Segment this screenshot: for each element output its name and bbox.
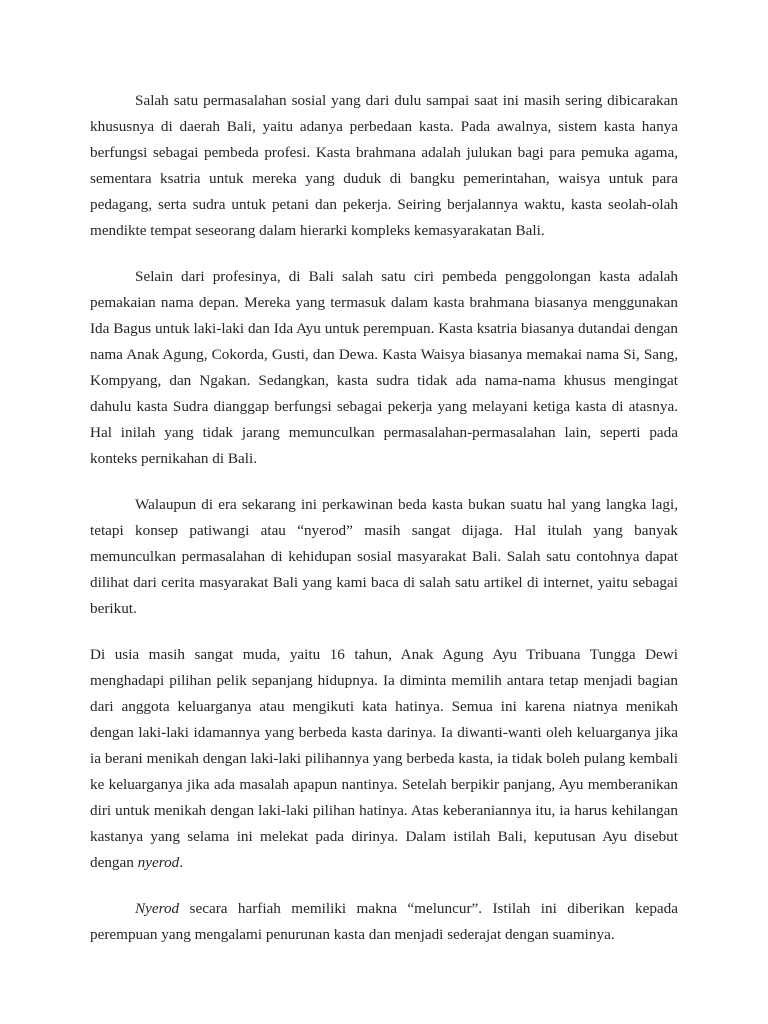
paragraph-story-text: Di usia masih sangat muda, yaitu 16 tahun, Anak Agung Ayu Tribuana Tungga Dewi menghadapi pilihan pelik sepanjang hidupnya. Ia diminta memilih antara tetap menjadi bagian dari anggota keluarganya atau mengikuti kata hatinya. Semua ini karena niatnya menikah dengan laki-laki idamannya yang berbeda kasta darinya. Ia diwanti-wanti oleh keluarganya jika ia berani menikah dengan laki-laki pilihannya yang berbeda kasta, ia tidak boleh pulang kembali ke keluarganya jika ada masalah apapun nantinya. Setelah berpikir panjang, Ayu memberanikan diri untuk menikah dengan laki-laki pilihan hatinya. Atas keberaniannya itu, ia harus kehilangan kastanya yang selama ini melekat pada dirinya. Dalam istilah Bali, keputusan Ayu disebut dengan <box>90 646 678 871</box>
paragraph-meaning-text: secara harfiah memiliki makna “meluncur”. Istilah ini diberikan kepada perempuan yang mengalami penurunan kasta dan menjadi sederajat dengan suaminya. <box>90 900 678 943</box>
document-body <box>90 88 678 948</box>
paragraph-nyerod-concept: Walaupun di era sekarang ini perkawinan beda kasta bukan suatu hal yang langka lagi, tetapi konsep patiwangi atau “nyerod” masih sangat dijaga. Hal itulah yang banyak memunculkan permasalahan di kehidupan sosial masyarakat Bali. Salah satu contohnya dapat dilihat dari cerita masyarakat Bali yang kami baca di salah satu artikel di internet, yaitu sebagai berikut. <box>90 496 678 617</box>
nyerod-heading-italic: Nyerod <box>135 900 180 917</box>
paragraph-caste-problem: Salah satu permasalahan sosial yang dari dulu sampai saat ini masih sering dibicarakan khususnya di daerah Bali, yaitu adanya perbedaan kasta. Pada awalnya, sistem kasta hanya berfungsi sebagai pembeda profesi. Kasta brahmana adalah julukan bagi para pemuka agama, sementara ksatria untuk mereka yang duduk di bangku pemerintahan, waisya untuk para pedagang, serta sudra untuk petani dan pekerja. Seiring berjalannya waktu, kasta seolah-olah mendikte tempat seseorang dalam hierarki kompleks kemasyarakatan Bali. <box>90 92 678 239</box>
nyerod-term-italic: nyerod <box>137 854 180 871</box>
paragraph-caste-names: Selain dari profesinya, di Bali salah satu ciri pembeda penggolongan kasta adalah pemakaian nama depan. Mereka yang termasuk dalam kasta brahmana biasanya menggunakan Ida Bagus untuk laki-laki dan Ida Ayu untuk perempuan. Kasta ksatria biasanya dutandai dengan nama Anak Agung, Cokorda, Gusti, dan Dewa. Kasta Waisya biasanya memakai nama Si, Sang, Kompyang, dan Ngakan. Sedangkan, kasta sudra tidak ada nama-nama khusus mengingat dahulu kasta Sudra dianggap berfungsi sebagai pekerja yang melayani ketiga kasta di atasnya. Hal inilah yang tidak jarang memunculkan permasalahan-permasalahan lain, seperti pada konteks pernikahan di Bali. <box>90 268 678 467</box>
paragraph-story-ayu <box>90 642 678 876</box>
paragraph-story-tail: . <box>179 854 184 871</box>
paragraph-nyerod-meaning <box>90 896 678 948</box>
